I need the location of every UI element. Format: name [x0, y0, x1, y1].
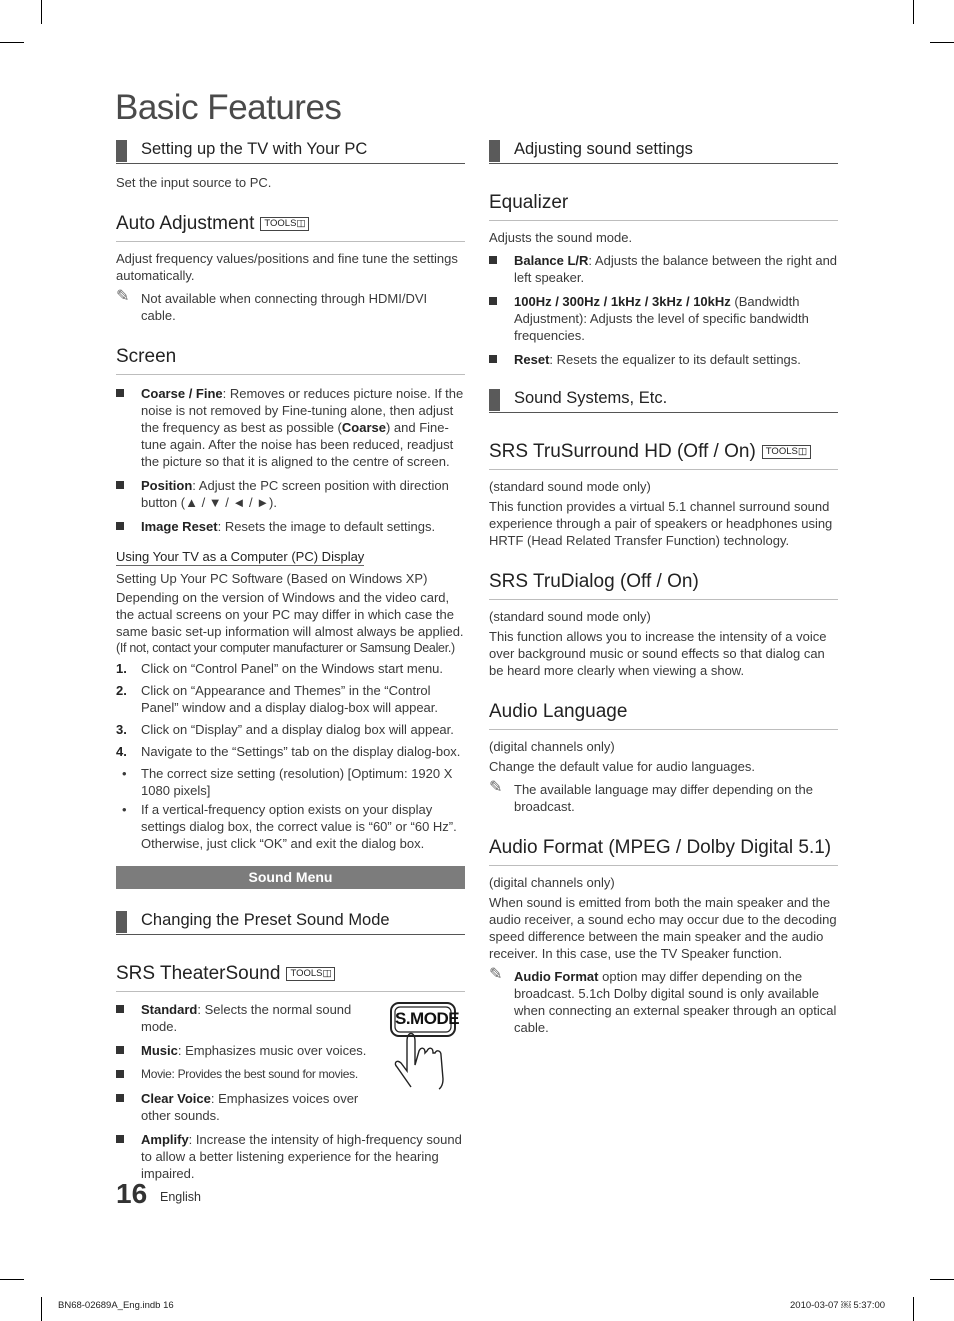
list-item: 4. Navigate to the “Settings” tab on the display dialog-box. [116, 744, 461, 759]
section-header-text: Sound Systems, Etc. [514, 389, 668, 407]
list-item: Balance L/R: Adjusts the balance between the right and left speaker. [489, 252, 838, 286]
screen-heading: Screen [116, 346, 465, 375]
pencil-note-icon: ✎ [116, 288, 130, 305]
bullet-square-icon [116, 1005, 124, 1013]
audio-language-heading: Audio Language [489, 701, 838, 730]
right-column [489, 136, 838, 1036]
section-marker [116, 911, 127, 933]
trudialog-sub: (standard sound mode only) [489, 609, 651, 624]
list-item: 3. Click on “Display” and a display dialog box will appear. [116, 722, 454, 737]
auto-adjustment-desc: Adjust frequency values/positions and fine tune the settings automatically. [116, 251, 458, 283]
crop-mark [41, 1297, 42, 1321]
crop-mark [913, 0, 914, 24]
using-para-small: (If not, contact your computer manufacturer or Samsung Dealer.) [116, 641, 455, 655]
list-item: 2. Click on “Appearance and Themes” in the “Control Panel” window and a display dialog-box will appear. [116, 683, 439, 715]
trusurround-heading: SRS TruSurround HD (Off / On) TOOLS◫ [489, 441, 838, 470]
list-item: Music: Emphasizes music over voices. [116, 1042, 381, 1059]
equalizer-desc: Adjusts the sound mode. [489, 230, 633, 245]
bullet-square-icon [116, 1046, 124, 1054]
section-marker [116, 140, 127, 162]
audio-format-sub: (digital channels only) [489, 875, 615, 890]
using-para: Depending on the version of Windows and the video card, the actual screens on your PC may differ in which case the same basic set-up information will almost always be applied. [116, 590, 464, 639]
bullet-square-icon [489, 297, 497, 305]
equalizer-heading: Equalizer [489, 192, 838, 221]
section-marker [489, 389, 500, 411]
crop-mark [0, 1279, 24, 1280]
bullet-square-icon [116, 1135, 124, 1143]
list-item: 1. Click on “Control Panel” on the Windows start menu. [116, 661, 444, 676]
section-header-systems [489, 385, 838, 413]
crop-mark [930, 42, 954, 43]
bullet-square-icon [116, 1094, 124, 1102]
list-item: Amplify: Increase the intensity of high-frequency sound to allow a better listening experience for the hearing impaired. [116, 1131, 465, 1182]
bullet-square-icon [116, 1070, 124, 1078]
list-item: Standard: Selects the normal sound mode. [116, 1001, 371, 1035]
list-item: Movie: Provides the best sound for movies. [116, 1066, 381, 1083]
list-item: 100Hz / 300Hz / 1kHz / 3kHz / 10kHz (Bandwidth Adjustment): Adjusts the level of specific bandwidth frequencies. [489, 293, 838, 344]
crop-mark [913, 1297, 914, 1321]
srs-theatersound-list [116, 1001, 465, 1182]
section-header-text: Changing the Preset Sound Mode [141, 911, 390, 929]
section-header-preset [116, 907, 465, 935]
audio-format-note: ✎ Audio Format option may differ depending on the broadcast. 5.1ch Dolby digital sound is only available when connecting an external speaker through an optical cable. [489, 966, 837, 1035]
left-column [116, 136, 465, 1189]
trudialog-desc: This function allows you to increase the intensity of a voice over background music or sound effects so that dialog can be heard more clearly when viewing a show. [489, 629, 827, 678]
sound-menu-band: Sound Menu [116, 866, 465, 889]
tools-icon: TOOLS◫ [286, 967, 335, 981]
pc-desc: Set the input source to PC. [116, 175, 272, 190]
list-item: Position: Adjust the PC screen position with direction button (▲ / ▼ / ◄ / ►). [116, 477, 465, 511]
page-title: Basic Features [115, 88, 342, 127]
audio-format-desc: When sound is emitted from both the main speaker and the audio receiver, a sound echo may occur due to the decoding speed difference between the main speaker and the audio receiver. In this case, use the TV Speaker function. [489, 895, 837, 961]
section-header-pc [116, 136, 465, 164]
list-item: • If a vertical-frequency option exists on your display settings dialog box, the correct value is “60” or “60 Hz”. Otherwise, just click “OK” and exit the dialog box. [122, 802, 457, 851]
trusurround-desc: This function provides a virtual 5.1 channel surround sound experience through a pair of speakers or headphones using HRTF (Head Related Transfer Function) technology. [489, 499, 833, 548]
list-item: Image Reset: Resets the image to default settings. [116, 518, 465, 535]
bullet-square-icon [116, 389, 124, 397]
pencil-note-icon: ✎ [489, 779, 503, 796]
audio-language-desc: Change the default value for audio languages. [489, 759, 755, 774]
list-item: Clear Voice: Emphasizes voices over other sounds. [116, 1090, 361, 1124]
bullet-dot-icon: • [122, 802, 127, 817]
crop-mark [930, 1279, 954, 1280]
section-header-text: Adjusting sound settings [514, 140, 693, 158]
audio-language-note: ✎ The available language may differ depending on the broadcast. [489, 779, 813, 814]
using-line1: Setting Up Your PC Software (Based on Windows XP) [116, 571, 428, 586]
auto-adjustment-note: ✎ Not available when connecting through HDMI/DVI cable. [116, 288, 428, 323]
footer-right: 2010-03-07 ￼ 5:37:00 [790, 1300, 886, 1311]
bullet-dot-icon: • [122, 766, 127, 781]
tools-icon: TOOLS◫ [762, 445, 811, 459]
list-item: • The correct size setting (resolution) [Optimum: 1920 X 1080 pixels] [122, 766, 453, 798]
bullet-square-icon [489, 355, 497, 363]
section-header-text: Setting up the TV with Your PC [141, 140, 368, 158]
tools-icon: TOOLS◫ [260, 217, 309, 231]
using-pc-heading: Using Your TV as a Computer (PC) Display [116, 549, 365, 564]
section-marker [489, 140, 500, 162]
section-header-adjusting [489, 136, 838, 164]
bullet-square-icon [116, 481, 124, 489]
auto-adjustment-heading: Auto Adjustment TOOLS◫ [116, 213, 465, 242]
footer-left: BN68-02689A_Eng.indb 16 [58, 1300, 174, 1311]
bullet-square-icon [116, 522, 124, 530]
list-item: Reset: Resets the equalizer to its default settings. [489, 351, 838, 368]
srs-theatersound-heading: SRS TheaterSound TOOLS◫ [116, 963, 465, 992]
pencil-note-icon: ✎ [489, 966, 503, 983]
trusurround-sub: (standard sound mode only) [489, 479, 651, 494]
audio-format-heading: Audio Format (MPEG / Dolby Digital 5.1) [489, 837, 838, 866]
crop-mark [0, 42, 24, 43]
crop-mark [41, 0, 42, 24]
page-number: 16 [116, 1178, 148, 1209]
trudialog-heading: SRS TruDialog (Off / On) [489, 571, 838, 600]
audio-language-sub: (digital channels only) [489, 739, 615, 754]
bullet-square-icon [489, 256, 497, 264]
list-item: Coarse / Fine: Removes or reduces picture noise. If the noise is not removed by Fine-tuning alone, then adjust the frequency as best as possible (Coarse) and Fine-tune again. After the noise has been reduced, readjust the picture so that it is aligned to the centre of screen. [116, 385, 465, 470]
smode-label: S.MODE [395, 1009, 460, 1028]
page-language: English [160, 1190, 201, 1204]
